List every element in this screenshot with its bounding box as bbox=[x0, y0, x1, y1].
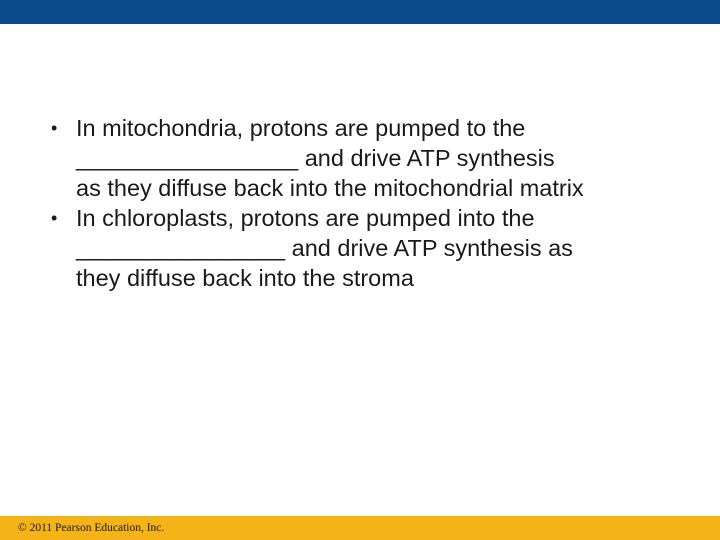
bullet-line: they diffuse back into the stroma bbox=[76, 265, 414, 291]
bullet-line: In chloroplasts, protons are pumped into the bbox=[76, 205, 535, 231]
footer-bar bbox=[0, 516, 720, 540]
copyright-text: © 2011 Pearson Education, Inc. bbox=[18, 522, 165, 534]
bullet-line: ________________ and drive ATP synthesis as bbox=[76, 235, 573, 261]
bullet-item-mitochondria bbox=[48, 113, 698, 203]
bullet-line: In mitochondria, protons are pumped to the bbox=[76, 115, 526, 141]
bullet-icon: • bbox=[51, 118, 58, 138]
slide-content bbox=[48, 113, 698, 293]
top-accent-bar bbox=[0, 0, 720, 24]
bullet-line: _________________ and drive ATP synthesis bbox=[76, 145, 555, 171]
bullet-icon: • bbox=[51, 208, 58, 228]
bullet-item-chloroplasts bbox=[48, 203, 698, 293]
bullet-line: as they diffuse back into the mitochondrial matrix bbox=[76, 175, 584, 201]
